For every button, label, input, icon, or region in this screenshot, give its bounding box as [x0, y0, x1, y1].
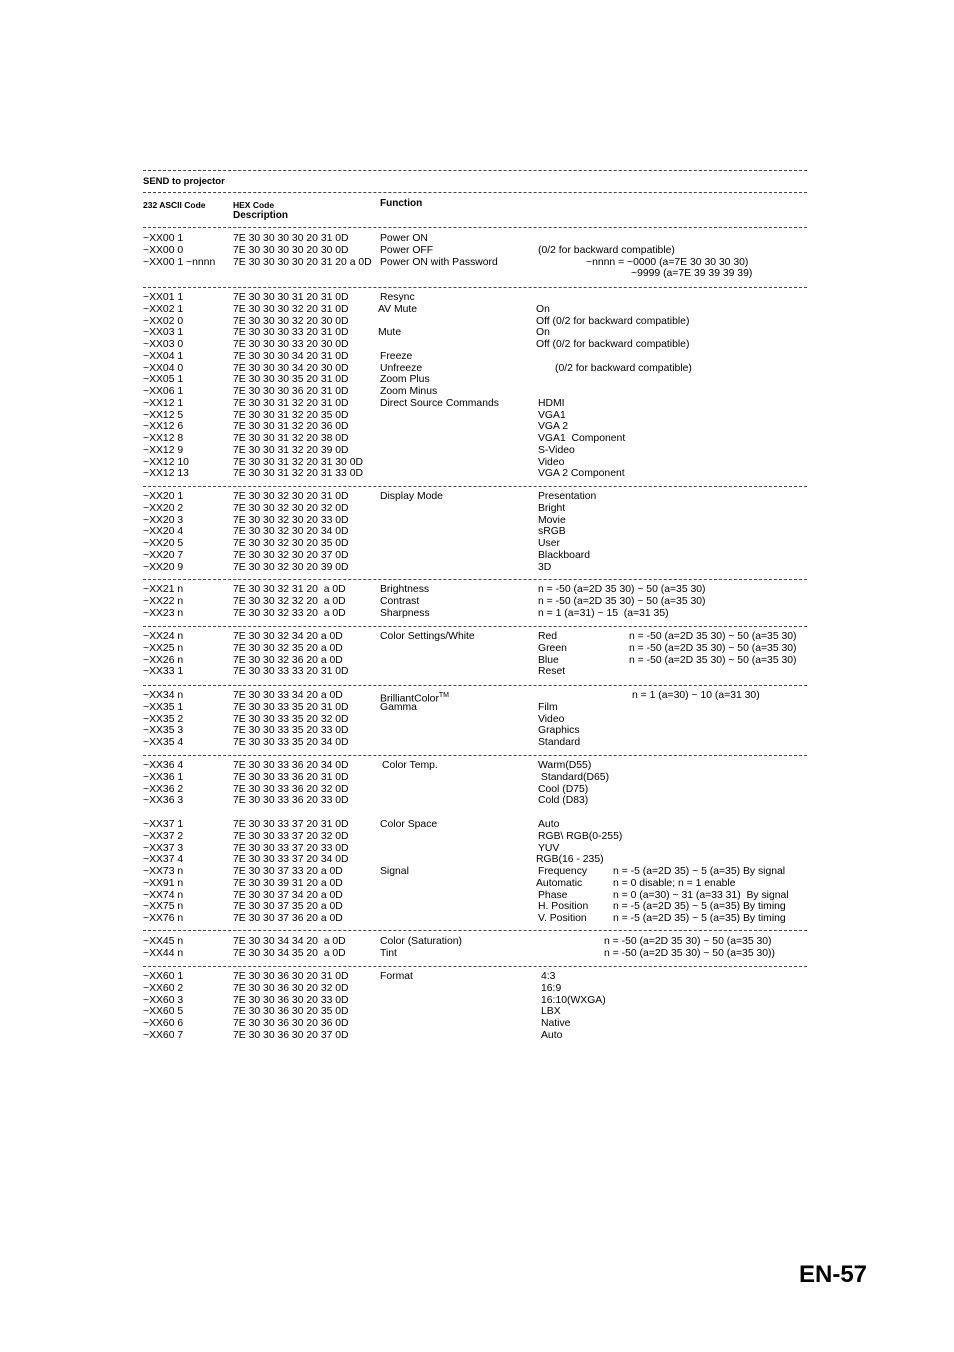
- hex-code-cell: 7E 30 30 32 31 20 a 0D: [233, 584, 346, 595]
- divider: [143, 755, 807, 756]
- description-cell: n = -50 (a=2D 35 30) ~ 50 (a=35 30): [538, 595, 706, 607]
- ascii-code-cell: ~XX12 9: [143, 444, 184, 456]
- description-cell: Warm(D55): [538, 760, 592, 771]
- hex-code-cell: 7E 30 30 37 36 20 a 0D: [233, 913, 343, 924]
- hex-code-cell: 7E 30 30 32 30 20 39 0D: [233, 561, 349, 573]
- ascii-code-cell: ~XX45 n: [143, 936, 184, 947]
- function-cell: Color Space: [380, 819, 438, 830]
- description-cell: Auto: [538, 819, 560, 830]
- hex-code-cell: 7E 30 30 33 36 20 33 0D: [233, 795, 349, 807]
- hex-code-cell: 7E 30 30 30 35 20 31 0D: [233, 374, 349, 386]
- description-cell: sRGB: [538, 526, 566, 538]
- description-cell: Bright: [538, 502, 566, 514]
- description-cell: On: [536, 303, 550, 315]
- function-cell: Direct Source Commands: [380, 397, 499, 409]
- hex-code-cell: 7E 30 30 30 32 20 31 0D: [233, 303, 349, 315]
- ascii-code-cell: ~XX33 1: [143, 666, 184, 678]
- ascii-code-cell: ~XX00 1 ~nnnn: [143, 256, 216, 268]
- hex-code-cell: 7E 30 30 34 34 20 a 0D: [233, 936, 346, 947]
- ascii-code-cell: ~XX01 1: [143, 292, 184, 303]
- description-cell: (0/2 for backward compatible): [538, 244, 675, 256]
- description-cell: 4:3: [541, 971, 556, 982]
- ascii-code-cell: ~XX74 n: [143, 889, 184, 901]
- ascii-code-cell: ~XX00 1: [143, 233, 184, 244]
- hex-code-cell: 7E 30 30 32 35 20 a 0D: [233, 642, 343, 654]
- description-cell: User: [538, 538, 560, 549]
- ascii-code-cell: ~XX36 1: [143, 771, 184, 783]
- ascii-code-cell: ~XX60 5: [143, 1006, 184, 1018]
- description-cell: n = 1 (a=31) ~ 15 (a=31 35): [538, 607, 669, 619]
- description-cell: Standard(D65): [538, 771, 610, 783]
- trademark-sup: TM: [438, 692, 450, 699]
- ascii-code-cell: ~XX20 9: [143, 561, 184, 573]
- ascii-code-cell: ~XX02 1: [143, 303, 184, 315]
- function-cell: Mute: [378, 327, 402, 339]
- hex-code-cell: 7E 30 30 33 35 20 31 0D: [233, 701, 349, 713]
- range-cell: n = -50 (a=2D 35 30) ~ 50 (a=35 30): [629, 654, 797, 666]
- ascii-code-cell: ~XX44 n: [143, 947, 184, 959]
- ascii-code-cell: ~XX24 n: [143, 631, 184, 642]
- description-cell: Cool (D75): [538, 783, 589, 795]
- hex-code-cell: 7E 30 30 32 30 20 33 0D: [233, 514, 349, 526]
- description-cell: Red: [538, 631, 558, 642]
- function-cell: Resync: [380, 292, 415, 303]
- hex-code-cell: 7E 30 30 33 36 20 31 0D: [233, 771, 349, 783]
- hex-code-cell: 7E 30 30 33 37 20 34 0D: [233, 854, 349, 866]
- description-cell: Off (0/2 for backward compatible): [536, 315, 690, 327]
- col-header-hex: HEX Code: [233, 200, 275, 210]
- ascii-code-cell: ~XX06 1: [143, 386, 184, 397]
- description-cell: V. Position: [538, 913, 587, 924]
- ascii-code-cell: ~XX00 0: [143, 244, 184, 256]
- hex-code-cell: 7E 30 30 33 37 20 31 0D: [233, 819, 349, 830]
- ascii-code-cell: ~XX35 4: [143, 737, 184, 748]
- hex-code-cell: 7E 30 30 30 30 20 31 20 a 0D: [233, 256, 372, 268]
- hex-code-cell: 7E 30 30 32 36 20 a 0D: [233, 654, 343, 666]
- hex-code-cell: 7E 30 30 36 30 20 37 0D: [233, 1029, 349, 1041]
- ascii-code-cell: ~XX04 0: [143, 362, 184, 374]
- hex-code-cell: 7E 30 30 33 37 20 33 0D: [233, 842, 349, 854]
- section-title: SEND to projector: [143, 176, 225, 187]
- hex-code-cell: 7E 30 30 37 33 20 a 0D: [233, 866, 343, 877]
- hex-code-cell: 7E 30 30 32 34 20 a 0D: [233, 631, 343, 642]
- divider: [143, 287, 807, 288]
- ascii-code-cell: ~XX37 3: [143, 842, 184, 854]
- ascii-code-cell: ~XX60 6: [143, 1018, 184, 1029]
- ascii-code-cell: ~XX35 1: [143, 701, 184, 713]
- range-cell: n = -50 (a=2D 35 30) ~ 50 (a=35 30): [604, 936, 772, 947]
- description-cell: Movie: [538, 514, 566, 526]
- hex-code-cell: 7E 30 30 30 33 20 31 0D: [233, 327, 349, 339]
- function-cell: Color Settings/White: [380, 631, 475, 642]
- description-cell: n = -50 (a=2D 35 30) ~ 50 (a=35 30): [538, 584, 706, 595]
- function-cell: Brightness: [380, 584, 430, 595]
- description-cell: Video: [538, 456, 565, 468]
- ascii-code-cell: ~XX20 2: [143, 502, 184, 514]
- ascii-code-cell: ~XX91 n: [143, 877, 184, 889]
- description-cell: Reset: [538, 666, 566, 678]
- ascii-code-cell: ~XX37 1: [143, 819, 184, 830]
- hex-code-cell: 7E 30 30 39 31 20 a 0D: [233, 877, 343, 889]
- hex-code-cell: 7E 30 30 36 30 20 31 0D: [233, 971, 349, 982]
- ascii-code-cell: ~XX76 n: [143, 913, 184, 924]
- hex-code-cell: 7E 30 30 36 30 20 36 0D: [233, 1018, 349, 1029]
- hex-code-cell: 7E 30 30 32 32 20 a 0D: [233, 595, 346, 607]
- description-cell: 16:9: [541, 982, 562, 994]
- ascii-code-cell: ~XX34 n: [143, 690, 184, 701]
- hex-code-cell: 7E 30 30 31 32 20 36 0D: [233, 421, 349, 433]
- hex-code-cell: 7E 30 30 33 35 20 33 0D: [233, 725, 349, 737]
- description-cell: VGA 2: [538, 421, 569, 433]
- hex-code-cell: 7E 30 30 31 32 20 35 0D: [233, 409, 349, 421]
- hex-code-cell: 7E 30 30 33 36 20 34 0D: [233, 760, 349, 771]
- function-cell: Zoom Plus: [380, 374, 430, 386]
- description-cell: On: [536, 327, 550, 339]
- description-cell: Graphics: [538, 725, 580, 737]
- function-cell: Display Mode: [380, 491, 443, 502]
- description-cell: Blackboard: [538, 549, 590, 561]
- col-header-function: Function: [380, 198, 423, 209]
- function-cell: Gamma: [380, 701, 417, 713]
- divider: [143, 626, 807, 627]
- ascii-code-cell: ~XX22 n: [143, 595, 184, 607]
- page-number: EN-57: [799, 1261, 868, 1288]
- hex-code-cell: 7E 30 30 33 35 20 32 0D: [233, 713, 349, 725]
- ascii-code-cell: ~XX35 2: [143, 713, 184, 725]
- hex-code-cell: 7E 30 30 30 30 20 31 0D: [233, 233, 349, 244]
- description-cell: Auto: [541, 1029, 563, 1041]
- description-cell: RGB(16 - 235): [536, 854, 604, 866]
- description-cell: H. Position: [538, 901, 589, 913]
- ascii-code-cell: ~XX21 n: [143, 584, 184, 595]
- description-cell: 16:10(WXGA): [541, 994, 606, 1006]
- hex-code-cell: 7E 30 30 30 33 20 30 0D: [233, 339, 349, 350]
- ascii-code-cell: ~XX60 7: [143, 1029, 184, 1041]
- hex-code-cell: 7E 30 30 30 30 20 30 0D: [233, 244, 349, 256]
- divider: [143, 579, 807, 580]
- ascii-code-cell: ~XX20 5: [143, 538, 184, 549]
- description-cell: Cold (D83): [538, 795, 589, 807]
- ascii-code-cell: ~XX02 0: [143, 315, 184, 327]
- range-cell: n = -50 (a=2D 35 30) ~ 50 (a=35 30): [629, 642, 797, 654]
- hex-code-cell: 7E 30 30 34 35 20 a 0D: [233, 947, 346, 959]
- description-cell: HDMI: [538, 397, 565, 409]
- hex-code-cell: 7E 30 30 30 32 20 30 0D: [233, 315, 349, 327]
- ascii-code-cell: ~XX03 0: [143, 339, 184, 350]
- description-cell: VGA1 Component: [538, 433, 626, 444]
- description-cell: Film: [538, 701, 558, 713]
- ascii-code-cell: ~XX05 1: [143, 374, 184, 386]
- ascii-code-cell: ~XX12 1: [143, 397, 184, 409]
- hex-code-cell: 7E 30 30 30 34 20 30 0D: [233, 362, 349, 374]
- function-cell: Power ON with Password: [380, 256, 498, 268]
- function-cell: AV Mute: [378, 303, 418, 315]
- hex-code-cell: 7E 30 30 33 34 20 a 0D: [233, 690, 343, 701]
- range-cell: n = -50 (a=2D 35 30) ~ 50 (a=35 30): [629, 631, 797, 642]
- ascii-code-cell: ~XX60 2: [143, 982, 184, 994]
- hex-code-cell: 7E 30 30 31 32 20 39 0D: [233, 444, 349, 456]
- hex-code-cell: 7E 30 30 33 35 20 34 0D: [233, 737, 349, 748]
- col-header-ascii: 232 ASCII Code: [143, 200, 206, 210]
- range-cell: n = 1 (a=30) ~ 10 (a=31 30): [632, 690, 760, 701]
- ascii-code-cell: ~XX37 4: [143, 854, 184, 866]
- description-cell: 3D: [538, 561, 552, 573]
- description-cell: ~nnnn = ~0000 (a=7E 30 30 30 30): [586, 256, 749, 268]
- function-cell: Unfreeze: [380, 362, 423, 374]
- hex-code-cell: 7E 30 30 31 32 20 31 30 0D: [233, 456, 363, 468]
- ascii-code-cell: ~XX36 4: [143, 760, 184, 771]
- description-cell: Standard: [538, 737, 581, 748]
- description-cell: Automatic: [536, 877, 583, 889]
- ascii-code-cell: ~XX20 4: [143, 526, 184, 538]
- function-cell: Color (Saturation): [380, 936, 463, 947]
- divider: [143, 192, 807, 193]
- ascii-code-cell: ~XX12 6: [143, 421, 184, 433]
- description-cell: Frequency: [538, 866, 588, 877]
- description-cell: Off (0/2 for backward compatible): [536, 339, 690, 350]
- ascii-code-cell: ~XX12 5: [143, 409, 184, 421]
- ascii-code-cell: ~XX20 7: [143, 549, 184, 561]
- ascii-code-cell: ~XX20 3: [143, 514, 184, 526]
- ascii-code-cell: ~XX04 1: [143, 350, 184, 362]
- function-cell: BrilliantColor™: [380, 692, 450, 705]
- ascii-code-cell: ~XX36 2: [143, 783, 184, 795]
- ascii-code-cell: ~XX60 3: [143, 994, 184, 1006]
- hex-code-cell: 7E 30 30 32 30 20 32 0D: [233, 502, 349, 514]
- function-cell: Tint: [380, 947, 397, 959]
- hex-code-cell: 7E 30 30 33 37 20 32 0D: [233, 830, 349, 842]
- function-cell: Sharpness: [380, 607, 430, 619]
- description-cell: Presentation: [538, 491, 597, 502]
- function-cell: Signal: [380, 866, 409, 877]
- hex-code-cell: 7E 30 30 30 36 20 31 0D: [233, 386, 349, 397]
- description-cell: ~9999 (a=7E 39 39 39 39): [631, 268, 753, 280]
- function-cell: Color Temp.: [382, 760, 438, 771]
- description-cell: YUV: [538, 842, 560, 854]
- hex-code-cell: 7E 30 30 37 35 20 a 0D: [233, 901, 343, 913]
- hex-code-cell: 7E 30 30 31 32 20 31 33 0D: [233, 468, 363, 480]
- ascii-code-cell: ~XX12 8: [143, 433, 184, 444]
- divider: [143, 966, 807, 967]
- divider: [143, 930, 807, 931]
- function-cell: Power ON: [380, 233, 428, 244]
- function-cell: Zoom Minus: [380, 386, 438, 397]
- description-cell: Native: [541, 1018, 571, 1029]
- ascii-code-cell: ~XX03 1: [143, 327, 184, 339]
- description-cell: LBX: [541, 1006, 561, 1018]
- description-cell: Phase: [538, 889, 568, 901]
- range-cell: n = -5 (a=2D 35) ~ 5 (a=35) By signal: [613, 866, 786, 877]
- hex-code-cell: 7E 30 30 32 30 20 31 0D: [233, 491, 349, 502]
- ascii-code-cell: ~XX60 1: [143, 971, 184, 982]
- range-cell: n = 0 (a=30) ~ 31 (a=33 31) By signal: [613, 889, 789, 901]
- hex-code-cell: 7E 30 30 36 30 20 35 0D: [233, 1006, 349, 1018]
- hex-code-cell: 7E 30 30 30 34 20 31 0D: [233, 350, 349, 362]
- ascii-code-cell: ~XX26 n: [143, 654, 184, 666]
- ascii-code-cell: ~XX12 10: [143, 456, 189, 468]
- divider: [143, 685, 807, 686]
- hex-code-cell: 7E 30 30 37 34 20 a 0D: [233, 889, 343, 901]
- hex-code-cell: 7E 30 30 32 33 20 a 0D: [233, 607, 346, 619]
- hex-code-cell: 7E 30 30 33 36 20 32 0D: [233, 783, 349, 795]
- divider: [143, 227, 807, 228]
- description-cell: VGA 2 Component: [538, 468, 625, 480]
- ascii-code-cell: ~XX23 n: [143, 607, 184, 619]
- ascii-code-cell: ~XX73 n: [143, 866, 184, 877]
- description-cell: RGB\ RGB(0-255): [538, 830, 623, 842]
- hex-code-cell: 7E 30 30 32 30 20 34 0D: [233, 526, 349, 538]
- hex-code-cell: 7E 30 30 36 30 20 33 0D: [233, 994, 349, 1006]
- ascii-code-cell: ~XX12 13: [143, 468, 189, 480]
- ascii-code-cell: ~XX25 n: [143, 642, 184, 654]
- hex-code-cell: 7E 30 30 30 31 20 31 0D: [233, 292, 349, 303]
- divider: [143, 170, 807, 171]
- description-cell: Video: [538, 713, 565, 725]
- hex-code-cell: 7E 30 30 33 33 20 31 0D: [233, 666, 349, 678]
- ascii-code-cell: ~XX20 1: [143, 491, 184, 502]
- ascii-code-cell: ~XX36 3: [143, 795, 184, 807]
- range-cell: n = 0 disable; n = 1 enable: [613, 877, 736, 889]
- description-cell: Blue: [538, 654, 559, 666]
- function-cell: Contrast: [380, 595, 420, 607]
- description-cell: Green: [538, 642, 567, 654]
- ascii-code-cell: ~XX37 2: [143, 830, 184, 842]
- description-cell: VGA1: [538, 409, 566, 421]
- hex-code-cell: 7E 30 30 31 32 20 38 0D: [233, 433, 349, 444]
- function-cell: Format: [380, 971, 413, 982]
- hex-code-cell: 7E 30 30 32 30 20 35 0D: [233, 538, 349, 549]
- hex-code-cell: 7E 30 30 31 32 20 31 0D: [233, 397, 349, 409]
- function-cell: Freeze: [380, 350, 413, 362]
- description-cell: (0/2 for backward compatible): [555, 362, 692, 374]
- range-cell: n = -5 (a=2D 35) ~ 5 (a=35) By timing: [613, 901, 786, 913]
- ascii-code-cell: ~XX75 n: [143, 901, 184, 913]
- ascii-code-cell: ~XX35 3: [143, 725, 184, 737]
- col-header-description: Description: [233, 210, 289, 221]
- description-cell: S-Video: [538, 444, 575, 456]
- function-cell: Power OFF: [380, 244, 434, 256]
- range-cell: n = -5 (a=2D 35) ~ 5 (a=35) By timing: [613, 913, 786, 924]
- divider: [143, 486, 807, 487]
- hex-code-cell: 7E 30 30 36 30 20 32 0D: [233, 982, 349, 994]
- hex-code-cell: 7E 30 30 32 30 20 37 0D: [233, 549, 349, 561]
- range-cell: n = -50 (a=2D 35 30) ~ 50 (a=35 30)): [604, 947, 775, 959]
